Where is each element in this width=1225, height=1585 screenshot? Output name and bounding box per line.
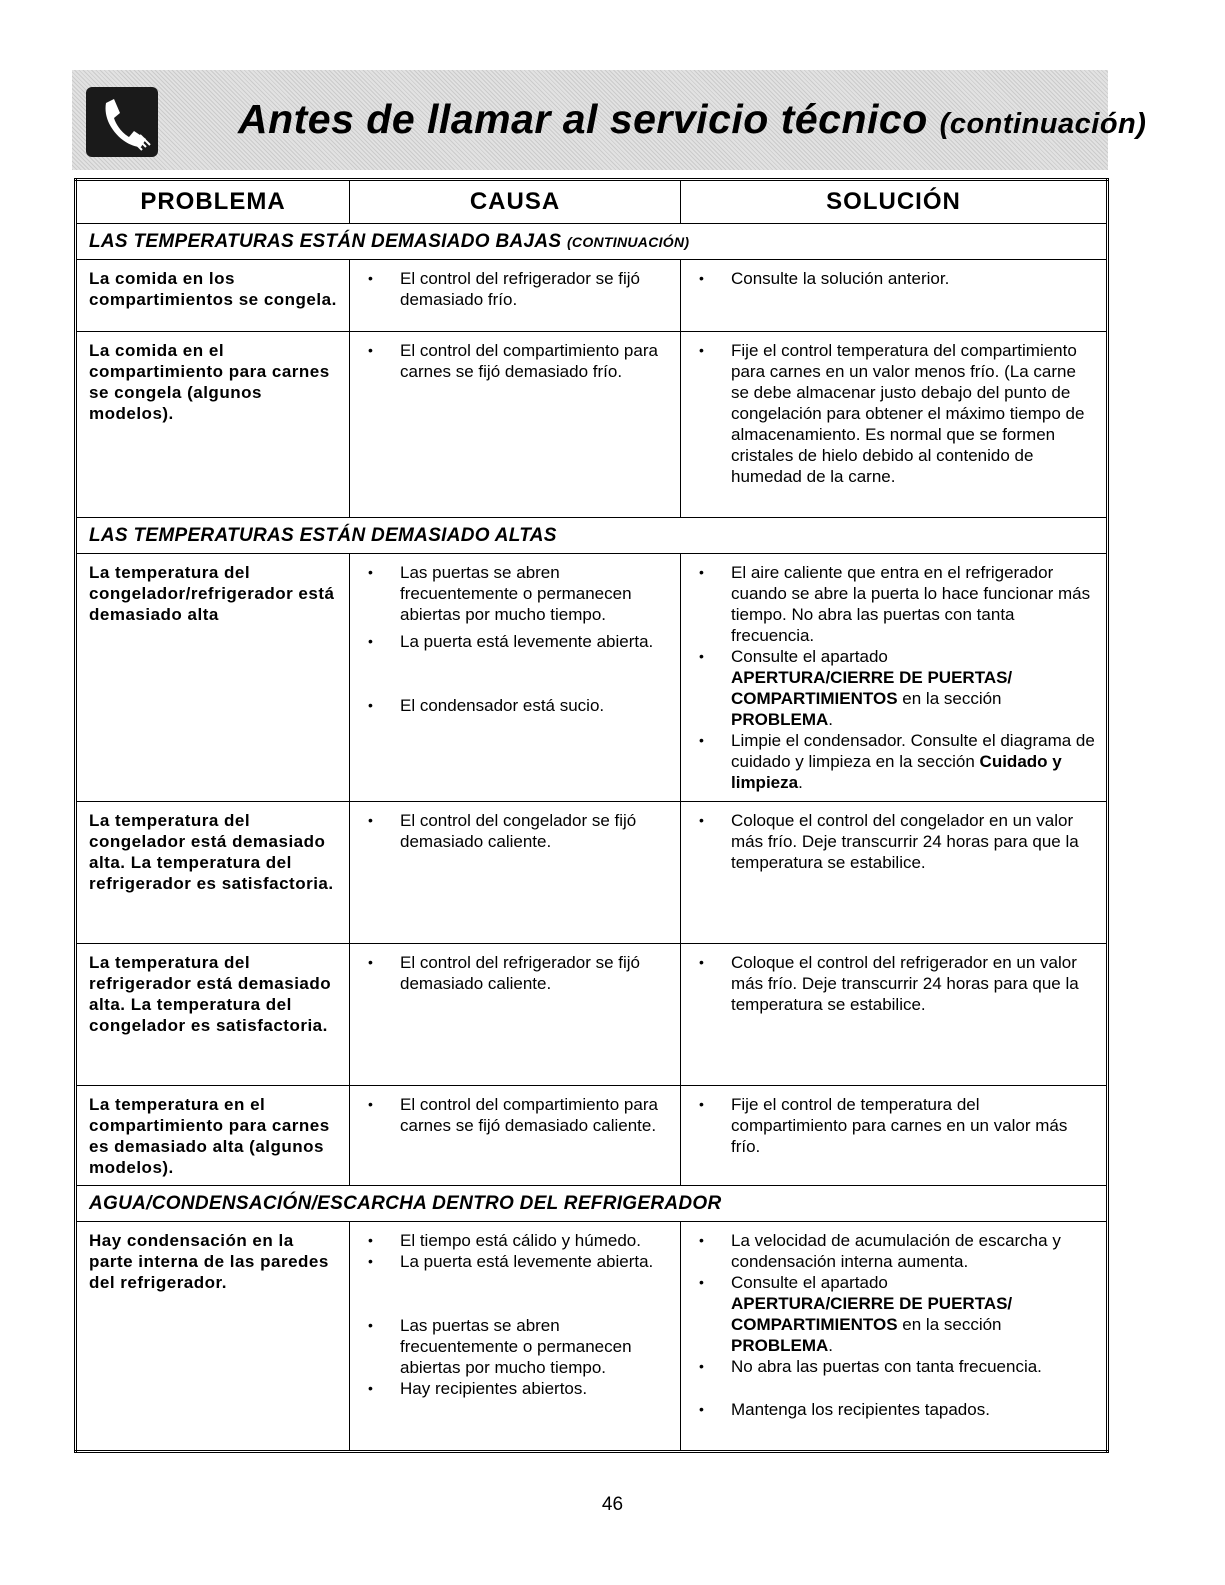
phone-handset-icon [86,87,158,157]
solution-item: • Mantenga los recipientes tapados. [699,1399,1096,1420]
section-title-suffix: (CONTINUACIÓN) [566,233,690,250]
table-row [76,944,1108,1086]
cause-item: • El tiempo está cálido y húmedo. [368,1230,670,1251]
section-heading-row [76,518,1108,554]
solution-item: • No abra las puertas con tanta frecuencia. [699,1356,1096,1377]
cause-item: • El control del congelador se fijó demasiado caliente. [368,810,670,852]
cause-item: • Las puertas se abren frecuentemente o permanecen abiertas por mucho tiempo. [368,1315,670,1378]
section-title: LAS TEMPERATURAS ESTÁN DEMASIADO ALTAS [89,524,557,546]
troubleshooting-table [74,178,1109,1453]
solution-cell [681,1086,1108,1186]
section-heading-row [76,224,1108,260]
table-row [76,1222,1108,1452]
cause-item: • Hay recipientes abiertos. [368,1378,670,1399]
cause-item: • La puerta está levemente abierta. [368,631,670,652]
cause-cell [350,944,681,1086]
cause-cell [350,260,681,332]
table-row [76,332,1108,518]
cause-item: • La puerta está levemente abierta. [368,1251,670,1272]
solution-cell [681,554,1108,802]
page-title: Antes de llamar al servicio técnico (continuación) [238,96,1147,142]
solution-item: • Consulte el apartado APERTURA/CIERRE DE PUERTAS/ COMPARTIMIENTOS en la sección PROBLEMA. [699,1272,1096,1356]
cause-item: • El control del compartimiento para carnes se fijó demasiado frío. [368,340,670,382]
section-title: AGUA/CONDENSACIÓN/ESCARCHA DENTRO DEL REFRIGERADOR [89,1192,722,1214]
section-heading-row [76,1186,1108,1222]
solution-item: • Consulte el apartado APERTURA/CIERRE DE PUERTAS/ COMPARTIMIENTOS en la sección PROBLEMA. [699,646,1096,730]
problem-cell: La temperatura del congelador/refrigerador está demasiado alta [76,554,350,802]
solution-item: • Coloque el control del refrigerador en un valor más frío. Deje transcurrir 24 horas para que la temperatura se estabilice. [699,952,1096,1015]
section-title: LAS TEMPERATURAS ESTÁN DEMASIADO BAJAS [89,230,562,252]
page-number: 46 [601,1494,624,1515]
cause-cell [350,802,681,944]
problem-cell: La comida en el compartimiento para carnes se congela (algunos modelos). [76,332,350,518]
column-header-problema: PROBLEMA [76,180,350,224]
cause-item: • El condensador está sucio. [368,695,670,716]
solution-cell [681,802,1108,944]
solution-item: • Limpie el condensador. Consulte el diagrama de cuidado y limpieza en la sección Cuidado y limpieza. [699,730,1096,793]
table-row [76,554,1108,802]
table-header-row [76,180,1108,224]
column-header-solucion: SOLUCIÓN [681,180,1108,224]
solution-cell [681,260,1108,332]
table-row [76,802,1108,944]
problem-cell: La temperatura del refrigerador está demasiado alta. La temperatura del congelador es satisfactoria. [76,944,350,1086]
cause-item: • El control del compartimiento para carnes se fijó demasiado caliente. [368,1094,670,1136]
cause-cell [350,554,681,802]
solution-item: • Fije el control de temperatura del compartimiento para carnes en un valor más frío. [699,1094,1096,1157]
cause-cell [350,1222,681,1452]
solution-item: • La velocidad de acumulación de escarcha y condensación interna aumenta. [699,1230,1096,1272]
table-row [76,1086,1108,1186]
solution-cell [681,1222,1108,1452]
problem-cell: Hay condensación en la parte interna de las paredes del refrigerador. [76,1222,350,1452]
solution-cell [681,944,1108,1086]
solution-item: • Fije el control temperatura del compartimiento para carnes en un valor menos frío. (La carne se debe almacenar justo debajo del punto de congelación para obtener el máximo tiempo de almacenamiento. Es normal que se formen cristales de hielo debido al contenido de humedad de la carne. [699,340,1096,487]
table-row [76,260,1108,332]
cause-cell [350,332,681,518]
cause-item: • El control del refrigerador se fijó demasiado frío. [368,268,670,310]
solution-item: • Consulte la solución anterior. [699,268,1096,289]
column-header-causa: CAUSA [350,180,681,224]
solution-item: • Coloque el control del congelador en un valor más frío. Deje transcurrir 24 horas para que la temperatura se estabilice. [699,810,1096,873]
solution-cell [681,332,1108,518]
cause-item: • Las puertas se abren frecuentemente o permanecen abiertas por mucho tiempo. [368,562,670,625]
problem-cell: La temperatura del congelador está demasiado alta. La temperatura del refrigerador es satisfactoria. [76,802,350,944]
problem-cell: La temperatura en el compartimiento para carnes es demasiado alta (algunos modelos). [76,1086,350,1186]
cause-cell [350,1086,681,1186]
cause-item: • El control del refrigerador se fijó demasiado caliente. [368,952,670,994]
solution-item: • El aire caliente que entra en el refrigerador cuando se abre la puerta lo hace funcionar más tiempo. No abra las puertas con tanta frecuencia. [699,562,1096,646]
problem-cell: La comida en los compartimientos se congela. [76,260,350,332]
